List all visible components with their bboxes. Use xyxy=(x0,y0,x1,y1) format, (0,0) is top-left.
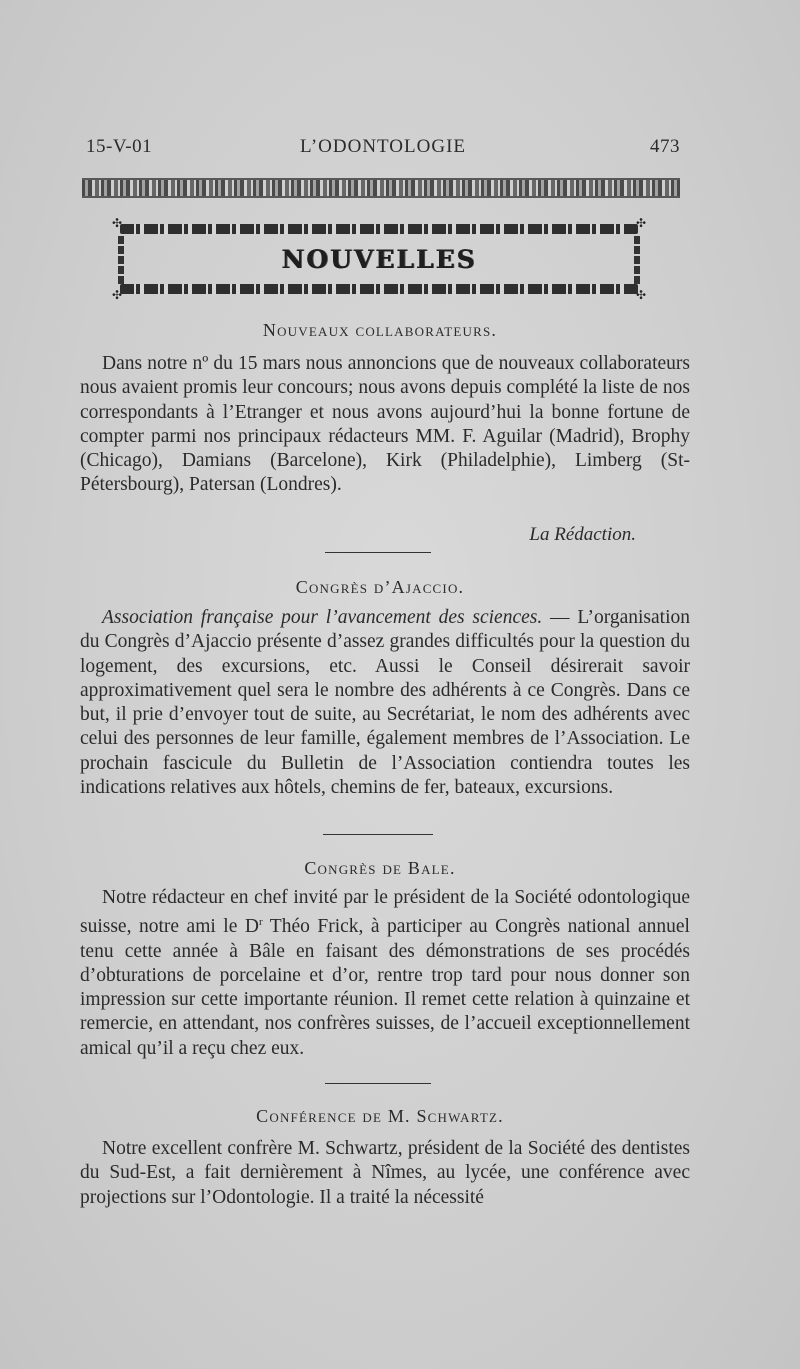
divider xyxy=(325,552,431,553)
section-body-congres-bale: Notre rédacteur en chef invité par le président de la Société odontologique suisse, notre ami le $D^r$ Théo Frick, à participer au Congrès national annuel tenu cette année à Bâle en faisant des démonstrations de ses procédés d’obturations de porcelaine et d’or, rentre trop tard pour nous donner son impression sur cette importante réunion. Il remet cette relation à quinzaine et remercie, en attendant, nos confrères suisses, de l’accueil exceptionnellement amical qu’il a reçu chez eux. xyxy=(80,887,690,1059)
decorative-ornament-band xyxy=(82,178,680,198)
section-body-conference-schwartz: Notre excellent confrère M. Schwartz, président de la Société des dentistes du Sud-Est, a fait dernièrement à Nîmes, au lycée, une conférence avec projections sur l’Odontologie. Il a traité la nécessité xyxy=(80,1138,690,1208)
banner-bottom-border xyxy=(120,284,638,294)
flourish-icon: ✣ xyxy=(112,288,123,302)
divider xyxy=(323,834,433,835)
signature: La Rédaction. xyxy=(529,524,636,545)
divider xyxy=(325,1083,431,1084)
section-title-conference-schwartz: Conférence de M. Schwartz. xyxy=(256,1106,504,1126)
section-body-nouveaux-collaborateurs: Dans notre nº du 15 mars nous annoncions que de nouveaux collaborateurs nous avaient promis leur concours; nous avons depuis complété la liste de nos correspondants à l’Etranger et nous avons aujourd’hui la bonne fortune de compter parmi nos principaux rédacteurs MM. F. Aguilar (Madrid), Brophy (Chicago), Damians (Barcelone), Kirk (Philadelphie), Limberg (St-Pétersbourg), Patersan (Londres). xyxy=(80,353,690,496)
issue-date: 15-V-01 xyxy=(86,136,153,157)
page-number: 473 xyxy=(650,136,680,157)
section-title-nouveaux-collaborateurs: Nouveaux collaborateurs. xyxy=(262,320,498,340)
flourish-icon: ✣ xyxy=(636,216,647,230)
section-title-congres-ajaccio: Congrès d’Ajaccio. xyxy=(295,577,465,597)
flourish-icon: ✣ xyxy=(636,288,647,302)
flourish-icon: ✣ xyxy=(112,216,123,230)
section-banner xyxy=(112,218,646,300)
section-body-congres-ajaccio: Association française pour l’avancement des sciences. — L’organisation du Congrès d’Ajaccio présente d’assez grandes difficultés pour la question du logement, des excursions, etc. Aussi le Conseil désirerait savoir approximativement quel sera le nombre des adhérents à ce Congrès. Dans ce but, il prie d’envoyer tout de suite, au Secrétariat, le nom des adhérents avec celui des personnes de leur famille, également membres de l’Association. Le prochain fascicule du Bulletin de l’Association contiendra toutes les indications relatives aux hôtels, chemins de fer, bateaux, excursions. xyxy=(80,607,690,799)
lead-italic: Association française pour l’avancement des sciences. xyxy=(102,607,543,628)
journal-title: L’ODONTOLOGIE xyxy=(299,136,467,157)
banner-title: NOUVELLES xyxy=(281,245,477,274)
section-title-congres-bale: Congrès de Bale. xyxy=(304,858,456,878)
banner-top-border xyxy=(120,224,638,234)
running-header xyxy=(86,136,680,162)
